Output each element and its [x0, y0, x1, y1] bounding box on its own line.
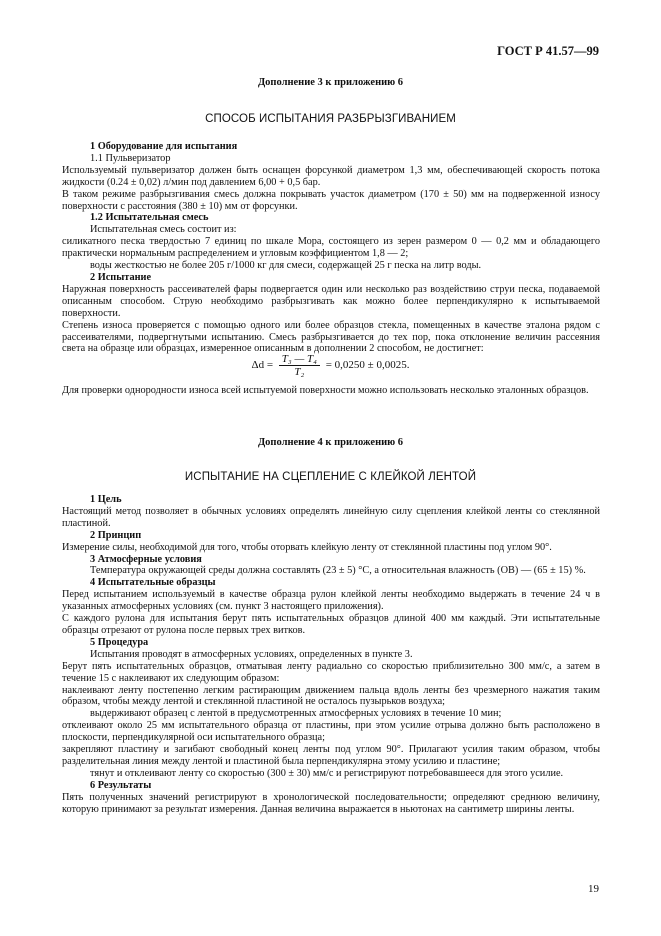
- section-heading: 2 Принцип: [90, 529, 142, 541]
- addendum-4-title: Дополнение 4 к приложению 6: [257, 437, 404, 448]
- addendum-4-body: [62, 494, 600, 815]
- paragraph: Перед испытанием используемый в качестве образца рулон клейкой ленты необходимо выдержать в течение 24 ч в указанных атмосферных условиях (см. пункт 3 настоящего приложения).: [62, 589, 600, 613]
- paragraph: Степень износа проверяется с помощью одного или более образцов стекла, помещенных в качестве эталона рядом с рассеивателями, подвергнутыми испытанию. Смесь разбрызгивается до тех пор, пока отклонение величин рассеяния света на образце или образцах, измеренное описанным в дополнении 2 способом, не достигнет:: [62, 319, 600, 355]
- addendum-4-heading: ИСПЫТАНИЕ НА СЦЕПЛЕНИЕ С КЛЕЙКОЙ ЛЕНТОЙ: [184, 471, 477, 483]
- paragraph: Используемый пульверизатор должен быть оснащен форсункой диаметром 1,3 мм, обеспечивающей скорость потока жидкости (0.24 ± 0,02) л/мин под давлением 6,00 + 0,5 бар.: [62, 164, 600, 188]
- formula-numerator: T₃ — T₄: [279, 353, 320, 366]
- formula-rhs: = 0,0250 ± 0,0025.: [325, 359, 410, 372]
- paragraph: С каждого рулона для испытания берут пять испытательных образцов длиной 400 мм каждый. Эти испытательные образцы отрезают от рулона после первых трех витков.: [62, 613, 600, 636]
- formula-denominator: T₂: [294, 366, 305, 378]
- paragraph: закрепляют пластину и загибают свободный конец ленты под углом 90°. Прилагают усилия таким образом, чтобы разделительная линия между лентой и пластиной была перпендикулярна этому усилию и пластине;: [62, 744, 600, 767]
- paragraph: отклеивают около 25 мм испытательного образца от пластины, при этом усилие отрыва должно быть расположено в плоскости, перпендикулярной оси испытательного образца;: [62, 720, 600, 744]
- addendum-3-heading: СПОСОБ ИСПЫТАНИЯ РАЗБРЫЗГИВАНИЕМ: [205, 113, 456, 125]
- formula-fraction: [279, 353, 320, 378]
- addendum-3-body: [62, 141, 600, 355]
- paragraph: Испытания проводят в атмосферных условиях, определенных в пункте 3.: [90, 648, 413, 660]
- paragraph: воды жесткостью не более 205 г/1000 кг для смеси, содержащей 25 г песка на литр воды.: [90, 260, 482, 272]
- section-heading: 1 Оборудование для испытания: [90, 141, 238, 152]
- wear-formula: [0, 353, 661, 378]
- section-heading: 1 Цель: [90, 494, 122, 505]
- paragraph: Наружная поверхность рассеивателей фары подвергается один или несколько раз воздействию струи песка, подаваемой описанным способом. Струю необходимо разбрызгивать как можно более перпендикулярно к испытываемой поверхности.: [62, 283, 600, 319]
- formula-lhs: Δd =: [251, 359, 274, 372]
- paragraph: наклеивают ленту постепенно легким растирающим движением пальца вдоль ленты без чрезмерного нажатия таким образом, чтобы между лентой и стеклянной пластиной не осталось пузырьков воздуха;: [62, 684, 600, 708]
- page-number: 19: [588, 883, 599, 895]
- paragraph: Пять полученных значений регистрируют в хронологической последовательности; определяют среднюю величину, которую принимают за результат измерения. Данная величина выражается в ньютонах на сантиметр ширины ленты.: [62, 791, 600, 815]
- addendum-3-title: Дополнение 3 к приложению 6: [257, 77, 404, 88]
- paragraph: Настоящий метод позволяет в обычных условиях определять линейную силу сцепления клейкой ленты со стеклянной пластиной.: [62, 505, 600, 529]
- section-heading: 4 Испытательные образцы: [90, 577, 216, 589]
- subsection-heading: 1.1 Пульверизатор: [90, 152, 171, 164]
- paragraph: Берут пять испытательных образцов, отматывая ленту радиально со скоростью приблизительно 300 мм/с, а затем в течение 15 с наклеивают их следующим образом:: [62, 660, 600, 684]
- addendum-3-closing: [62, 385, 600, 397]
- paragraph: Измерение силы, необходимой для того, чтобы оторвать клейкую ленту от стеклянной пластины под углом 90°.: [62, 541, 552, 553]
- paragraph: Для проверки однородности износа всей испытуемой поверхности можно использовать несколько эталонных образцов.: [62, 385, 589, 396]
- paragraph: силикатного песка твердостью 7 единиц по шкале Мора, состоящего из зерен размером 0 — 0,2 мм и обладающего практически нормальным распределением и угловым коэффициентом 1,8 — 2;: [62, 236, 600, 260]
- paragraph: Испытательная смесь состоит из:: [90, 224, 237, 236]
- document-code: ГОСТ Р 41.57—99: [497, 44, 599, 58]
- section-heading: 6 Результаты: [90, 779, 152, 791]
- paragraph: тянут и отклеивают ленту со скоростью (300 ± 30) мм/с и регистрируют потребовавшееся для этого усилие.: [90, 767, 564, 779]
- section-heading: 3 Атмосферные условия: [90, 553, 202, 565]
- paragraph: выдерживают образец с лентой в предусмотренных атмосферных условиях в течение 10 мин;: [90, 708, 502, 720]
- paragraph: Температура окружающей среды должна составлять (23 ± 5) °С, а относительная влажность (ОВ) — (65 ± 15) %.: [90, 565, 586, 577]
- section-heading: 2 Испытание: [90, 271, 152, 283]
- paragraph: В таком режиме разбрызгивания смесь должна покрывать участок диаметром (170 ± 50) мм на подверженной износу поверхности с расстояния (380 ± 10) мм от форсунки.: [62, 188, 600, 212]
- subsection-heading: 1.2 Испытательная смесь: [90, 212, 209, 224]
- section-heading: 5 Процедура: [90, 636, 149, 648]
